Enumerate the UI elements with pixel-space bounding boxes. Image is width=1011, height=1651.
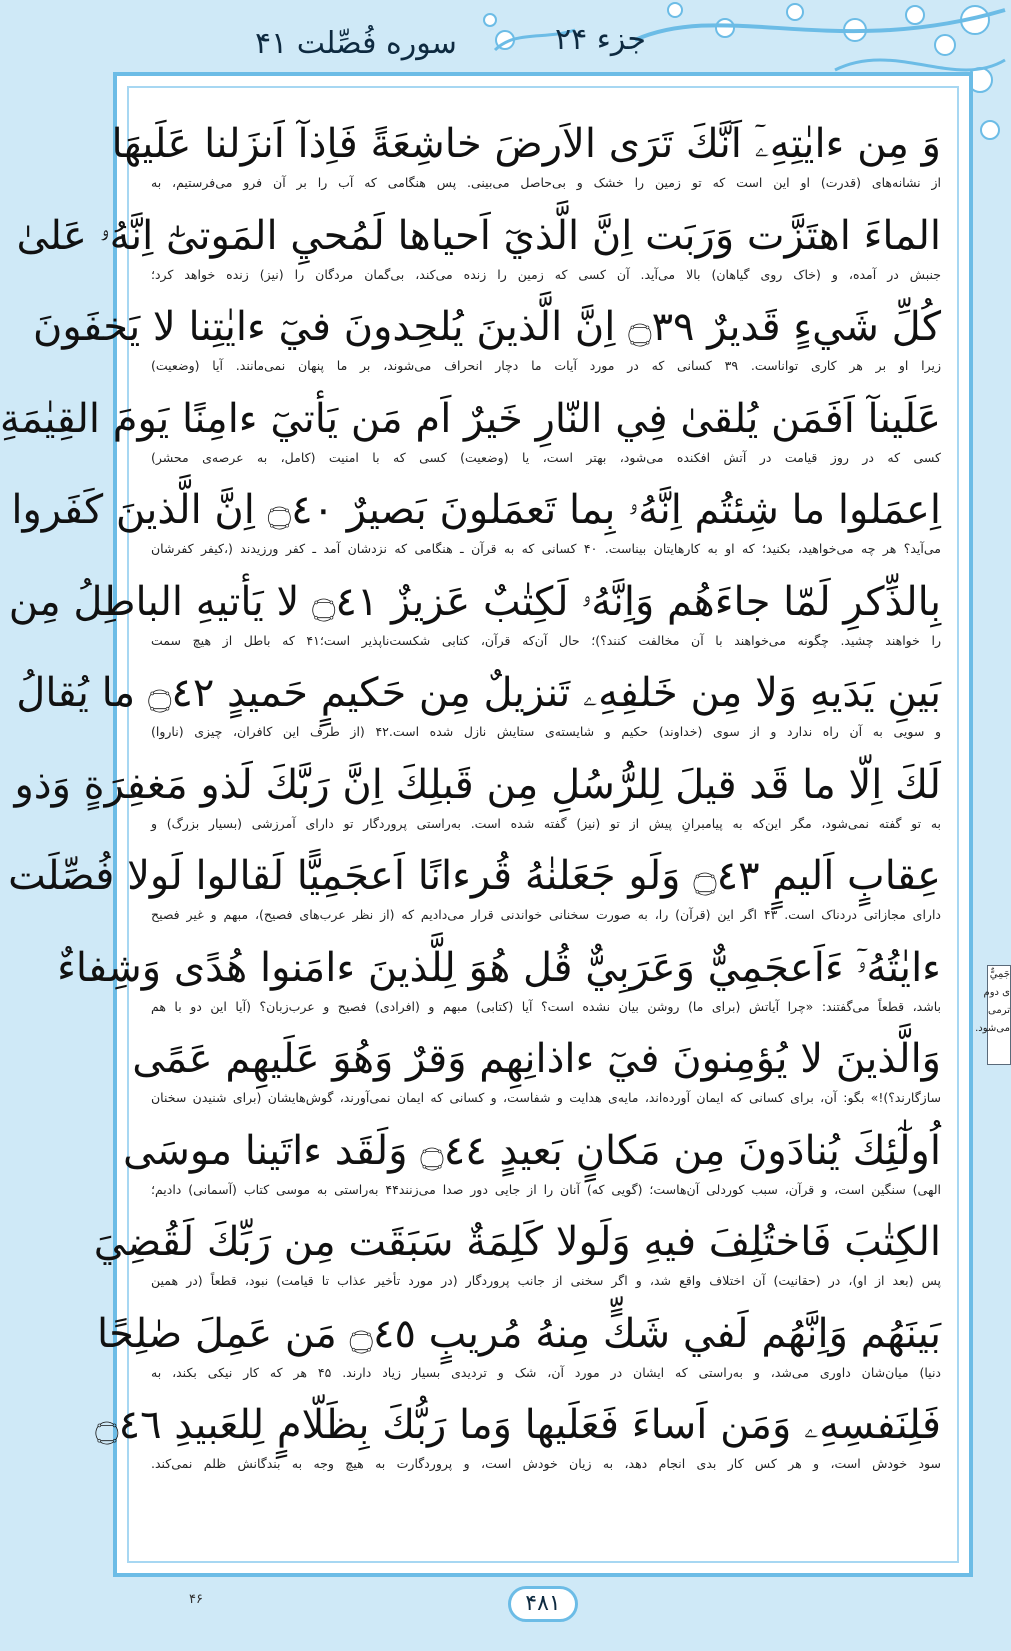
arabic-text: الكِتٰبَ فَاختُلِفَ فيهِ وَلَولا كَلِمَةٌ سَبَقَت مِن رَبِّكَ لَقُضِيَ	[93, 1219, 941, 1265]
persian-translation: سود خودش است، و هر کس کار بدی انجام دهد، به زیان خودش است، و پروردگارت به هیچ وجه به بندگانش ظلم نمی‌کند.	[151, 1456, 941, 1471]
verse-line-9	[8, 848, 941, 940]
verse-line-11	[132, 1031, 941, 1123]
arabic-text: عَلَينآ اَفَمَن يُلقىٰ فِي النّارِ خَيرٌ اَم مَن يَأتيٓ ءامِنًا يَومَ القِيٰمَةِ	[0, 395, 941, 442]
side-note-line: ی دوم	[983, 987, 1010, 998]
verse-lines	[0, 116, 942, 1489]
arabic-text: اِعمَلوا ما شِئتُم اِنَّهُۥ بِما تَعمَلونَ بَصيرٌ ۝٤٠ اِنَّ الَّذينَ كَفَروا	[11, 487, 941, 533]
verse-line-4	[0, 391, 941, 483]
persian-translation: پس (بعد از او)، در (حقانیت) آن اختلاف واقع شد، و اگر سخنی از جانب پروردگار (در مورد تأخیر عذاب تا قیامت) نبود، قطعاً (در همین	[151, 1273, 941, 1288]
arabic-text: كُلِّ شَيءٍ قَديرٌ ۝٣٩ اِنَّ الَّذينَ يُلحِدونَ فيٓ ءايٰتِنا لا يَخفَونَ	[32, 304, 941, 350]
verse-line-2	[16, 208, 941, 300]
persian-translation: می‌آید؟ هر چه می‌خواهید، بکنید؛ که او به کارهایتان بیناست. ۴۰ کسانی که به قرآن ـ هنگامی که نزدشان آمد ـ کفر ورزیدند (،کیفر کفرشان	[151, 541, 942, 556]
side-note-line: جَمِيٌّ	[989, 969, 1010, 980]
verse-line-12	[123, 1123, 941, 1215]
arabic-text: بَينِ يَدَيهِ وَلا مِن خَلفِهِۦ تَنزيلٌ مِن حَكيمٍ حَميدٍ ۝٤٢ ما يُقالُ	[16, 670, 941, 716]
verse-line-13	[93, 1214, 941, 1306]
verse-line-10	[57, 940, 941, 1032]
persian-translation: کسی که در روز قیامت در آتش افکنده می‌شود، بهتر است، یا (وضعیت) کسی که با امنیت (کامل، به عرصه‌ی محشر)	[151, 449, 941, 465]
persian-translation: سازگارند؟)!» بگو: آن، برای کسانی که ایمان آورده‌اند، مایه‌ی هدایت و شفاست، و کسانی که ایمان نمی‌آورند، گوش‌هایشان (برای شنیدن سخنان	[151, 1090, 941, 1105]
verse-line-6	[8, 574, 941, 666]
arabic-text: بَينَهُم وَاِنَّهُم لَفي شَكٍّ مِنهُ مُريبٍ ۝٤٥ مَن عَمِلَ صٰلِحًا	[96, 1310, 941, 1357]
persian-translation: دنیا) میان‌شان داوری می‌شد، و به‌راستی که ایشان در مورد آن، شک و تردیدی بسیار زیاد دارند. ۴۵ هر که کار نیکی بکند، به	[151, 1364, 942, 1380]
arabic-text: فَلِنَفسِهِۦ وَمَن اَساءَ فَعَلَيها وَما رَبُّكَ بِظَلّامٍ لِلعَبيدِ ۝٤٦	[95, 1402, 941, 1448]
arabic-text: الماءَ اهتَزَّت وَرَبَت اِنَّ الَّذيٓ اَحياها لَمُحيِ المَوتىٰٓ اِنَّهُۥ عَلىٰ	[16, 212, 941, 259]
verse-line-15	[95, 1397, 941, 1489]
arabic-text: اُولٰٓئِكَ يُنادَونَ مِن مَكانٍ بَعيدٍ ۝٤٤ وَلَقَد ءاتَينا موسَى	[123, 1127, 941, 1174]
side-note-line: ترمی	[988, 1005, 1010, 1016]
arabic-text: بِالذِّكرِ لَمّا جاءَهُم وَاِنَّهُۥ لَكِتٰبٌ عَزيزٌ ۝٤١ لا يَأتيهِ الباطِلُ مِن	[8, 578, 941, 625]
arabic-text: ءايٰتُهُۥٓ ءَاَعجَمِيٌّ وَعَرَبِيٌّ قُل هُوَ لِلَّذينَ ءامَنوا هُدًى وَشِفاءٌ	[57, 944, 941, 991]
persian-translation: باشد، قطعاً می‌گفتند: «چرا آیاتش (برای ما) روشن بیان نشده است؟ آیا (کتابی) مبهم و (افرادی) فصیح و عرب‌زبان؟ (آیا این دو با هم	[151, 998, 941, 1014]
arabic-text: لَكَ اِلّا ما قَد قيلَ لِلرُّسُلِ مِن قَبلِكَ اِنَّ رَبَّكَ لَذو مَغفِرَةٍ وَذو	[14, 761, 941, 808]
verse-line-3	[32, 299, 941, 391]
persian-translation: را خواهند چشید. چگونه می‌خواهند با آن مخالفت کنند؟)؛ حال آن‌که قرآن، کتابی شکست‌ناپذیر است؛۴۱ که باطل از هیچ سمت	[151, 632, 941, 648]
persian-translation: از نشانه‌های (قدرت) او این است که تو زمین را خشک و بی‌حاصل می‌بینی. پس هنگامی که آب را بر آن فرو می‌فرستیم، به	[151, 175, 941, 190]
persian-translation: زیرا او بر هر کاری تواناست. ۳۹ کسانی که در مورد آیات ما دچار انحراف می‌شوند، بر ما پنهان نمی‌مانند. آیا (وضعیت)	[151, 358, 941, 373]
verse-line-8	[14, 757, 941, 849]
verse-line-1	[111, 116, 941, 208]
persian-translation: به تو گفته نمی‌شود، مگر این‌که به پیامبرانِ پیش از تو (نیز) گفته شده است. به‌راستی پروردگار تو دارای آمرزشی (بسیار بزرگ) و	[151, 815, 941, 831]
page-header	[75, 22, 1011, 70]
persian-translation: جنبش در آمده، و (خاک روی گیاهان) بالا می‌آید. آن کسی که زمین را زنده می‌کند، بی‌گمان مردگان را (نیز) زنده خواهد کرد؛	[151, 266, 941, 282]
persian-translation: الهی) سنگین است، و قرآن، سبب کوردلی آن‌هاست؛ (گویی که) آنان را از جایی دور صدا می‌زنند۴۴ به‌راستی به موسی کتاب (آسمانی) دادیم؛	[151, 1181, 941, 1197]
bottom-ayah-number: ۴۶	[189, 1592, 203, 1607]
side-note-line: می‌شود.	[975, 1023, 1010, 1034]
verse-line-5	[11, 482, 942, 574]
juz-label: جزء ۲۴	[555, 22, 646, 57]
arabic-text: وَ مِن ءايٰتِهِۦٓ اَنَّكَ تَرَى الاَرضَ خاشِعَةً فَاِذآ اَنزَلنا عَلَيهَا	[111, 121, 941, 167]
side-note-tab[interactable]	[975, 965, 1011, 1065]
arabic-text: وَالَّذينَ لا يُؤمِنونَ فيٓ ءاذانِهِم وَقرٌ وَهُوَ عَلَيهِم عَمًى	[132, 1036, 941, 1082]
arabic-text: عِقابٍ اَليمٍ ۝٤٣ وَلَو جَعَلنٰهُ قُرءانًا اَعجَمِيًّا لَقالوا لَولا فُصِّلَت	[8, 853, 941, 899]
verse-line-14	[96, 1306, 942, 1398]
verse-line-7	[16, 665, 941, 757]
persian-translation: و سویی به آن راه ندارد و از سوی (خداوند) حکیم و شایسته‌ی ستایش نازل شده است.۴۲ (از طرف این کافران، چیزی (ناروا)	[151, 724, 941, 739]
surah-label: سوره فُصِّلت ۴۱	[255, 26, 457, 61]
page-number-badge: ۴۸۱	[508, 1586, 578, 1622]
persian-translation: دارای مجازاتی دردناک است. ۴۳ اگر این (قرآن) را، به صورت سخنانی خواندنی قرار می‌دادیم که (از نظر عرب‌های فصیح)، مبهم و غیر فصیح	[151, 907, 941, 922]
